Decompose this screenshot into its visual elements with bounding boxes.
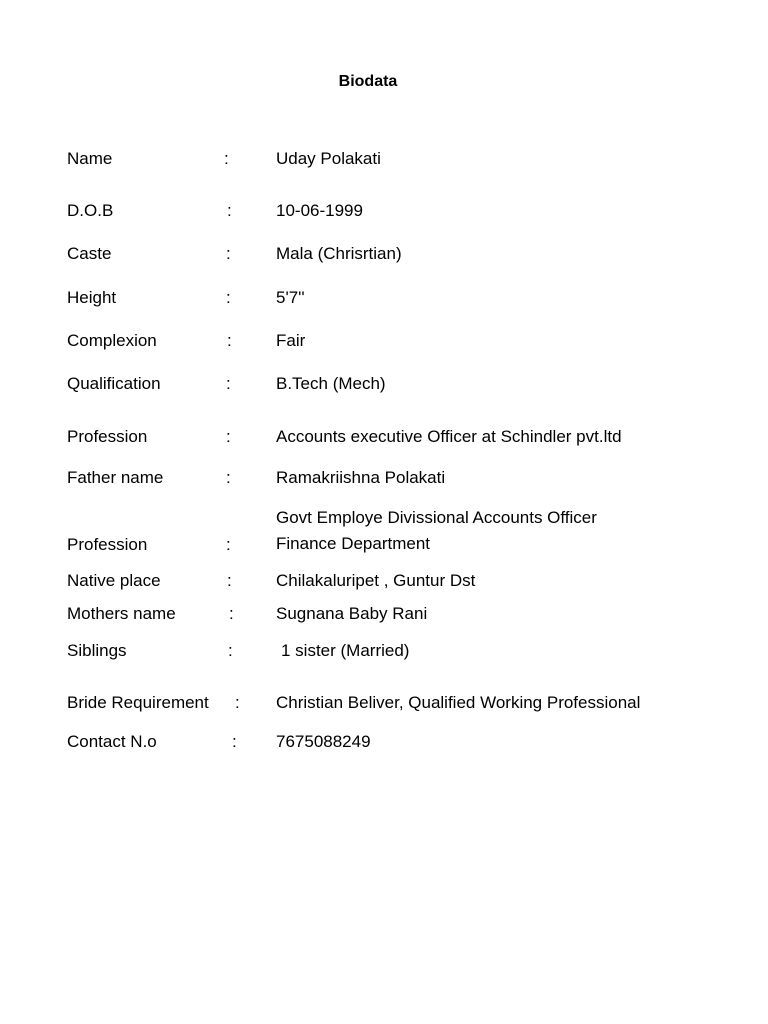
field-label: Height: [67, 288, 117, 307]
field-value: Fair: [276, 331, 306, 350]
field-label: Bride Requirement: [67, 693, 209, 712]
field-label: Name: [67, 149, 113, 168]
field-label: Profession: [67, 427, 148, 446]
field-value: Christian Beliver, Qualified Working Professional: [276, 693, 641, 712]
field-colon: :: [226, 244, 231, 263]
field-label: Qualification: [67, 374, 161, 393]
field-colon: :: [226, 535, 231, 554]
field-colon: :: [226, 427, 231, 446]
field-value: 1 sister (Married): [281, 641, 410, 660]
field-value-line-2: Finance Department: [276, 534, 431, 553]
field-value: Uday Polakati: [276, 149, 381, 168]
field-row-father-profession: [0, 507, 768, 557]
field-label: D.O.B: [67, 201, 114, 220]
field-value: Chilakaluripet , Guntur Dst: [276, 571, 476, 590]
field-colon: :: [232, 732, 237, 751]
field-label: Caste: [67, 244, 112, 263]
field-label: Siblings: [67, 641, 127, 660]
field-label: Mothers name: [67, 604, 176, 623]
field-label: Father name: [67, 468, 164, 487]
field-colon: :: [228, 641, 233, 660]
field-colon: :: [226, 374, 231, 393]
page-title: Biodata: [338, 73, 398, 90]
field-value: 10-06-1999: [276, 201, 363, 220]
field-value: B.Tech (Mech): [276, 374, 386, 393]
field-colon: :: [227, 331, 232, 350]
field-value: 5'7'': [276, 288, 305, 307]
field-colon: :: [226, 468, 231, 487]
field-colon: :: [226, 288, 231, 307]
field-colon: :: [224, 149, 229, 168]
field-value: Ramakriishna Polakati: [276, 468, 446, 487]
field-value-line-1: Govt Employe Divissional Accounts Officer: [276, 508, 597, 527]
field-value: 7675088249: [276, 732, 371, 751]
field-colon: :: [227, 571, 232, 590]
field-value: Mala (Chrisrtian): [276, 244, 402, 263]
field-value: Sugnana Baby Rani: [276, 604, 428, 623]
field-value: Accounts executive Officer at Schindler pvt.ltd: [276, 427, 622, 446]
field-label: Profession: [67, 535, 148, 554]
field-colon: :: [235, 693, 240, 712]
field-label: Contact N.o: [67, 732, 157, 751]
field-colon: :: [227, 201, 232, 220]
field-colon: :: [229, 604, 234, 623]
field-label: Native place: [67, 571, 161, 590]
field-label: Complexion: [67, 331, 157, 350]
